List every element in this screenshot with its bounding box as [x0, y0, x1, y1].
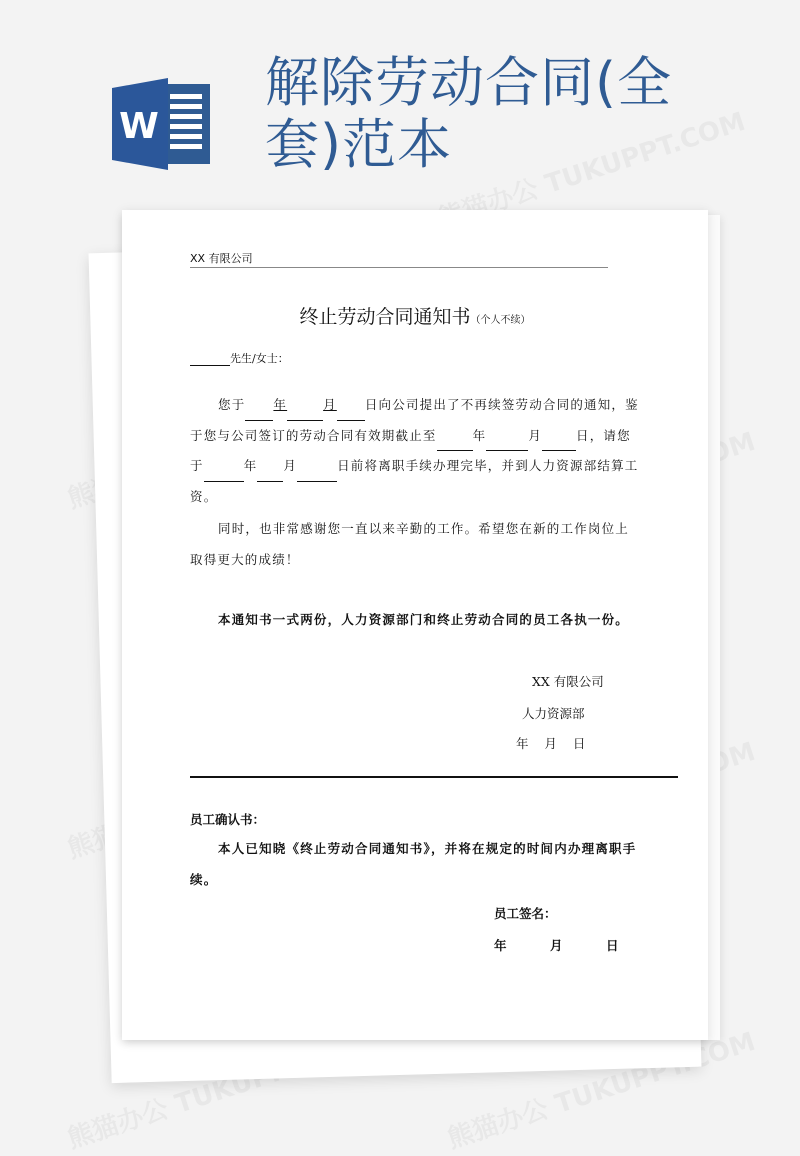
notice-title: 终止劳动合同通知书（个人不续）	[299, 306, 531, 328]
signature-company: XX 有限公司	[532, 674, 604, 689]
confirmation-text: 本人已知晓《终止劳动合同通知书》，并将在规定的时间内办理离职手续。	[190, 841, 637, 887]
confirmation-title: 员工确认书：	[190, 812, 266, 827]
document-page	[122, 210, 708, 1040]
page-title: 解除劳动合同(全套)范本	[265, 51, 673, 176]
paragraph-notice: 您于 年 月 日向公司提出了不再续签劳动合同的通知，鉴于您与公司签订的劳动合同有效期截止至 年 月 日，请您于 年 月 日前将离职手续办理完毕，并到人力资源部结算工资。	[190, 397, 639, 504]
banner	[0, 0, 800, 200]
salutation: 先生/女士：	[190, 350, 289, 366]
paragraph-thanks: 同时，也非常感谢您一直以来辛勤的工作。希望您在新的工作岗位上取得更大的成绩！	[190, 521, 630, 567]
word-document-icon	[112, 78, 212, 170]
section-divider	[190, 776, 678, 778]
paragraph-copies: 本通知书一式两份，人力资源部门和终止劳动合同的员工各执一份。	[218, 612, 630, 627]
signature-date: 年 月 日	[516, 736, 586, 751]
svg-text:W: W	[119, 106, 159, 147]
name-blank	[190, 353, 230, 366]
employee-signature-label: 员工签名：	[494, 906, 557, 921]
employee-signature-date: 年 月 日	[494, 938, 619, 953]
signature-department: 人力资源部	[522, 706, 585, 721]
company-header: XX 有限公司	[190, 252, 608, 268]
